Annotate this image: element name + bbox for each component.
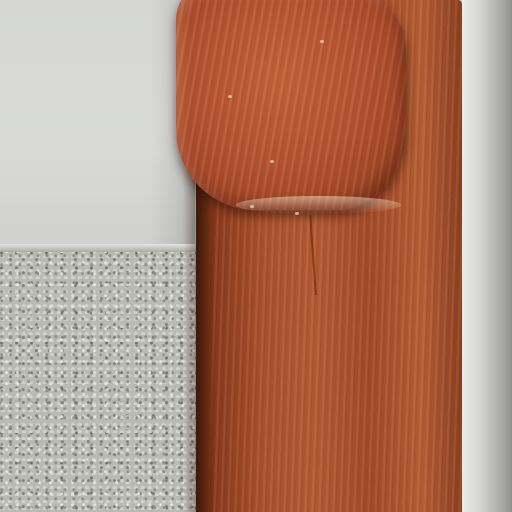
wood-speck — [295, 212, 299, 215]
wood-speck — [320, 40, 324, 43]
board-handle — [176, 0, 406, 210]
wood-speck — [270, 160, 274, 163]
wood-speck — [228, 95, 232, 98]
right-side-panel — [462, 0, 512, 512]
handle-highlight — [236, 196, 401, 214]
wood-speck — [250, 205, 254, 208]
